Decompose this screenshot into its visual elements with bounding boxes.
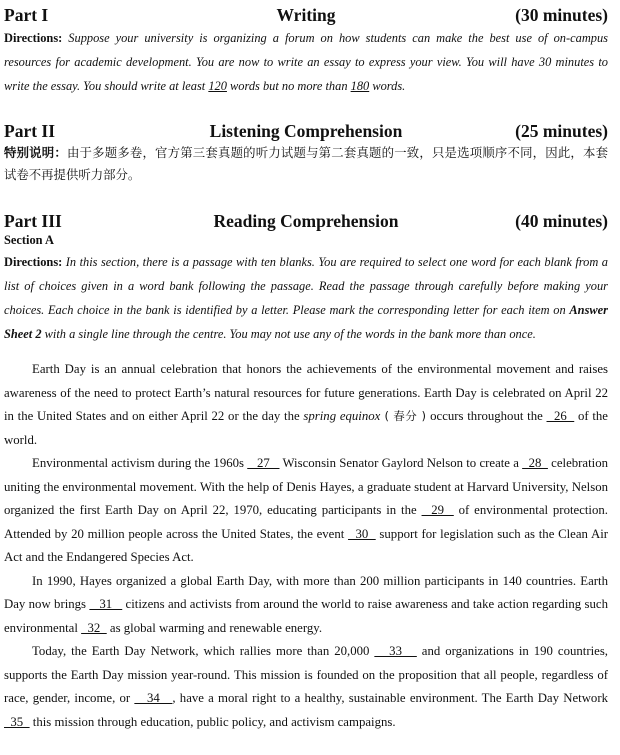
part3-label: Part III [4,211,62,231]
passage-paragraph-1 [4,358,608,452]
part3-header [4,210,608,232]
part1-time: (30 minutes) [515,5,608,25]
p2-text-a: Environmental activism during the 1960s [32,456,248,470]
part1-directions-text-c: words. [369,79,406,93]
blank-27: 27 [247,456,280,470]
part1-title: Writing [276,5,336,25]
part3-directions-text-b: with a single line through the centre. You may not use any of the words in the bank more than once. [41,327,536,341]
blank-30: 30 [348,526,376,541]
part1-directions-text-b: words but no more than [226,79,351,93]
min-words: 120 [208,79,227,93]
reading-passage [4,358,608,734]
part2-title: Listening Comprehension [209,121,403,141]
part1-directions-text-a: Suppose your university is organizing a forum on how students can make the best use of on-campus resources for academic development. You are now to write an essay to express your view. You will have 30 minutes to write the essay. You should write at least [4,31,608,93]
blank-29: 29 [421,503,454,517]
part1-directions [4,26,608,98]
p3-text-b: citizens and activists from around the world to raise awareness and take action regarding such environmental [4,597,608,635]
part2-header [4,120,608,142]
part1-label: Part I [4,5,49,25]
blank-35: 35 [4,714,30,729]
passage-paragraph-3 [4,570,608,641]
blank-32: 32 [81,620,107,635]
part2-note-label: 特别说明： [4,145,67,160]
p4-text-b: and organizations in 190 countries, supports the Earth Day mission year-round. This mission is founded on the proposition that all people, regardless of race, gender, income, or [4,644,609,705]
blank-34: 34 [134,691,173,705]
part2-note-text: 由于多题多卷，官方第三套真题的听力试题与第二套真题的一致，只是选项顺序不同，因此，本套试卷不再提供听力部分。 [4,145,608,182]
part2-label: Part II [4,121,56,141]
p4-text-d: this mission through education, public policy, and activism campaigns. [29,714,396,729]
part3-directions-text-a: In this section, there is a passage with ten blanks. You are required to select one word for each blank from a list of choices given in a word bank following the passage. Read the passage through carefully before making your choices. Each choice in the bank is identified by a letter. Please mark the corresponding letter for each item on [4,255,608,317]
section-a-heading: Section A [4,233,54,247]
blank-33: 33 [374,644,417,658]
part3-directions [4,250,608,346]
p1-text-a: Earth Day is an annual celebration that honors the achievements of the environmental movement and raises awareness of the need to protect Earth’s natural resources for future generations. Earth Day is celebrated on April 22 in the United States and on either April 22 or the day the [4,362,608,423]
passage-paragraph-4 [4,640,608,734]
part1-directions-label: Directions: [4,31,63,45]
p4-text-a: Today, the Earth Day Network, which rallies more than 20,000 [32,644,375,658]
p2-text-d: of environmental protection. Attended by 20 million people across the United States, the event [4,503,608,541]
part2-time: (25 minutes) [515,121,608,141]
max-words: 180 [350,79,370,93]
blank-31: 31 [89,597,123,611]
part1-header [4,4,608,26]
p2-text-e: support for legislation such as the Clean Air Act and the Endangered Species Act. [4,526,609,564]
p1-text-c: of the world. [4,409,608,447]
part3-title: Reading Comprehension [213,211,399,231]
blank-28: 28 [522,456,548,470]
p1-text-b: occurs throughout the [430,409,547,423]
p2-text-c: celebration uniting the environmental movement. With the help of Denis Hayes, a graduate student at Harvard University, Nelson organized the first Earth Day on April 22, 1970, educating participants in the [4,456,608,517]
part2-special-note [4,142,608,186]
exam-page [0,4,612,734]
blank-26: 26 [546,409,575,423]
part3-time: (40 minutes) [515,211,608,231]
spring-equinox-cn: ( 春分 ) [380,409,431,423]
p3-text-c: as global warming and renewable energy. [106,620,323,635]
spring-equinox-term: spring equinox [303,409,381,423]
part3-directions-label: Directions: [4,255,63,269]
p2-text-b: Wisconsin Senator Gaylord Nelson to create a [279,456,523,470]
p4-text-c: , have a moral right to a healthy, sustainable environment. The Earth Day Network [172,691,608,705]
p3-text-a: In 1990, Hayes organized a global Earth Day, with more than 200 million participants in 140 countries. Earth Day now brings [4,573,608,611]
answer-sheet-ref: Answer Sheet 2 [4,303,608,341]
passage-paragraph-2 [4,452,608,570]
